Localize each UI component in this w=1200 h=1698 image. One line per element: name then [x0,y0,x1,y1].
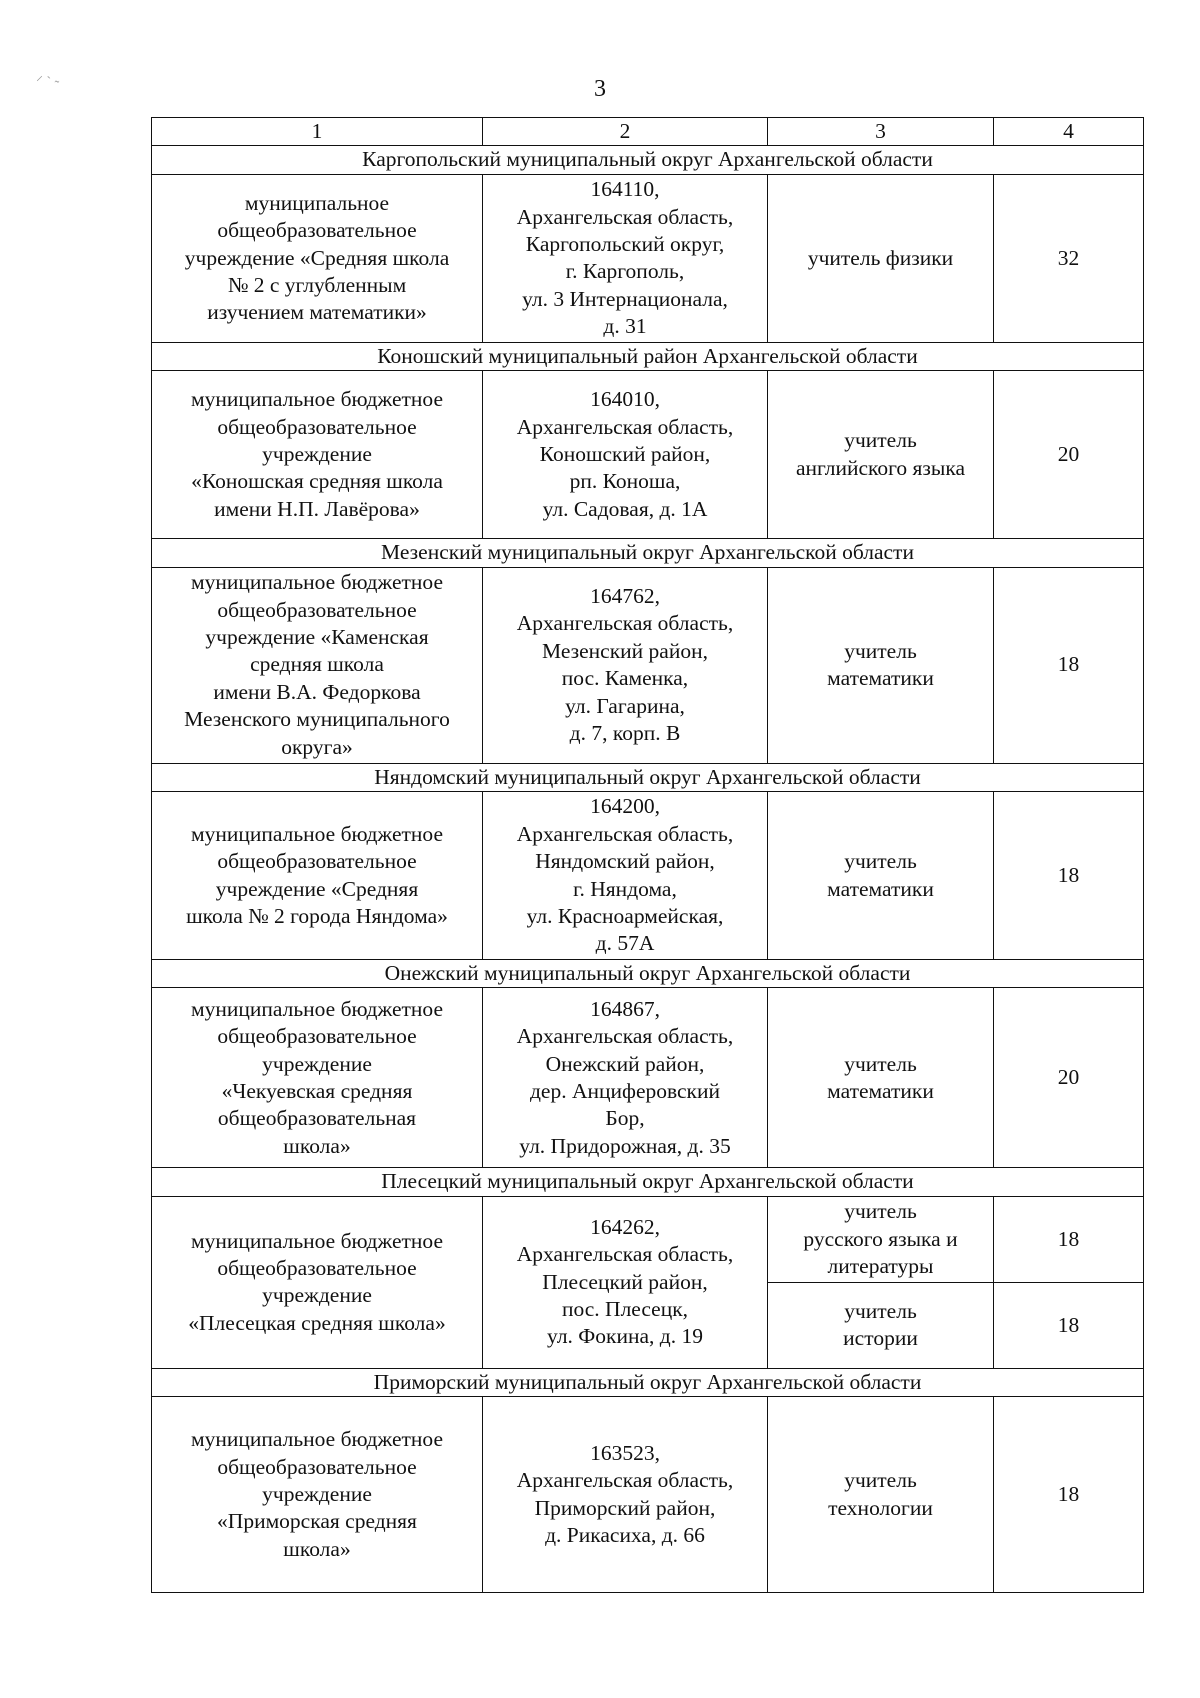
table-row [152,1397,1144,1593]
vacancy-count: 20 [994,371,1144,539]
institution-address: 163523, Архангельская область, Приморский район, д. Рикасиха, д. 66 [483,1397,768,1593]
header-row [152,118,1144,146]
header-col-4: 4 [994,118,1144,146]
institution-address: 164200, Архангельская область, Няндомский район, г. Няндома, ул. Красноармейская, д. 57А [483,792,768,960]
district-row [152,146,1144,174]
district-row [152,1168,1144,1196]
institution-address: 164262, Архангельская область, Плесецкий район, пос. Плесецк, ул. Фокина, д. 19 [483,1196,768,1368]
district-name: Каргопольский муниципальный округ Архангельской области [152,146,1144,174]
district-row [152,539,1144,567]
vacancy-subject: учитель русского языка и литературы [768,1196,994,1282]
vacancy-count: 18 [994,1282,1144,1368]
vacancy-subject: учитель математики [768,792,994,960]
vacancy-count: 18 [994,1397,1144,1593]
vacancy-subject: учитель математики [768,988,994,1168]
table-row [152,567,1144,763]
institution-name: муниципальное бюджетное общеобразовательное учреждение «Коношская средняя школа имени Н.П. Лавёрова» [152,371,483,539]
institution-address: 164110, Архангельская область, Каргопольский округ, г. Каргополь, ул. 3 Интернационала, д. 31 [483,174,768,342]
district-name: Мезенский муниципальный округ Архангельской области [152,539,1144,567]
header-col-3: 3 [768,118,994,146]
vacancy-count: 18 [994,792,1144,960]
table-row [152,174,1144,342]
district-name: Коношский муниципальный район Архангельской области [152,342,1144,370]
district-name: Няндомский муниципальный округ Архангельской области [152,763,1144,791]
header-col-1: 1 [152,118,483,146]
vacancy-subject: учитель английского языка [768,371,994,539]
district-name: Приморский муниципальный округ Архангельской области [152,1368,1144,1396]
district-name: Онежский муниципальный округ Архангельской области [152,960,1144,988]
vacancy-count: 18 [994,1196,1144,1282]
institution-name: муниципальное общеобразовательное учреждение «Средняя школа № 2 с углубленным изучением математики» [152,174,483,342]
page-number: 3 [594,76,606,102]
vacancy-subject: учитель физики [768,174,994,342]
district-row [152,763,1144,791]
vacancy-count: 18 [994,567,1144,763]
institution-name: муниципальное бюджетное общеобразовательное учреждение «Плесецкая средняя школа» [152,1196,483,1368]
vacancy-subject: учитель истории [768,1282,994,1368]
district-row [152,960,1144,988]
institution-name: муниципальное бюджетное общеобразовательное учреждение «Средняя школа № 2 города Няндома» [152,792,483,960]
institution-name: муниципальное бюджетное общеобразовательное учреждение «Каменская средняя школа имени В.А. Федоркова Мезенского муниципального округа» [152,567,483,763]
vacancy-count: 20 [994,988,1144,1168]
institution-name: муниципальное бюджетное общеобразовательное учреждение «Приморская средняя школа» [152,1397,483,1593]
institution-address: 164010, Архангельская область, Коношский район, рп. Коноша, ул. Садовая, д. 1А [483,371,768,539]
scan-speck: ⸝ ˴ ˷ [36,69,60,84]
institution-address: 164762, Архангельская область, Мезенский район, пос. Каменка, ул. Гагарина, д. 7, корп. В [483,567,768,763]
table-row [152,1196,1144,1282]
table-row [152,792,1144,960]
vacancy-table [151,117,1144,1593]
table-row [152,371,1144,539]
district-name: Плесецкий муниципальный округ Архангельской области [152,1168,1144,1196]
vacancy-subject: учитель математики [768,567,994,763]
table-row [152,988,1144,1168]
district-row [152,342,1144,370]
institution-name: муниципальное бюджетное общеобразовательное учреждение «Чекуевская средняя общеобразовательная школа» [152,988,483,1168]
header-col-2: 2 [483,118,768,146]
vacancy-subject: учитель технологии [768,1397,994,1593]
district-row [152,1368,1144,1396]
institution-address: 164867, Архангельская область, Онежский район, дер. Анциферовский Бор, ул. Придорожная, д. 35 [483,988,768,1168]
vacancy-count: 32 [994,174,1144,342]
